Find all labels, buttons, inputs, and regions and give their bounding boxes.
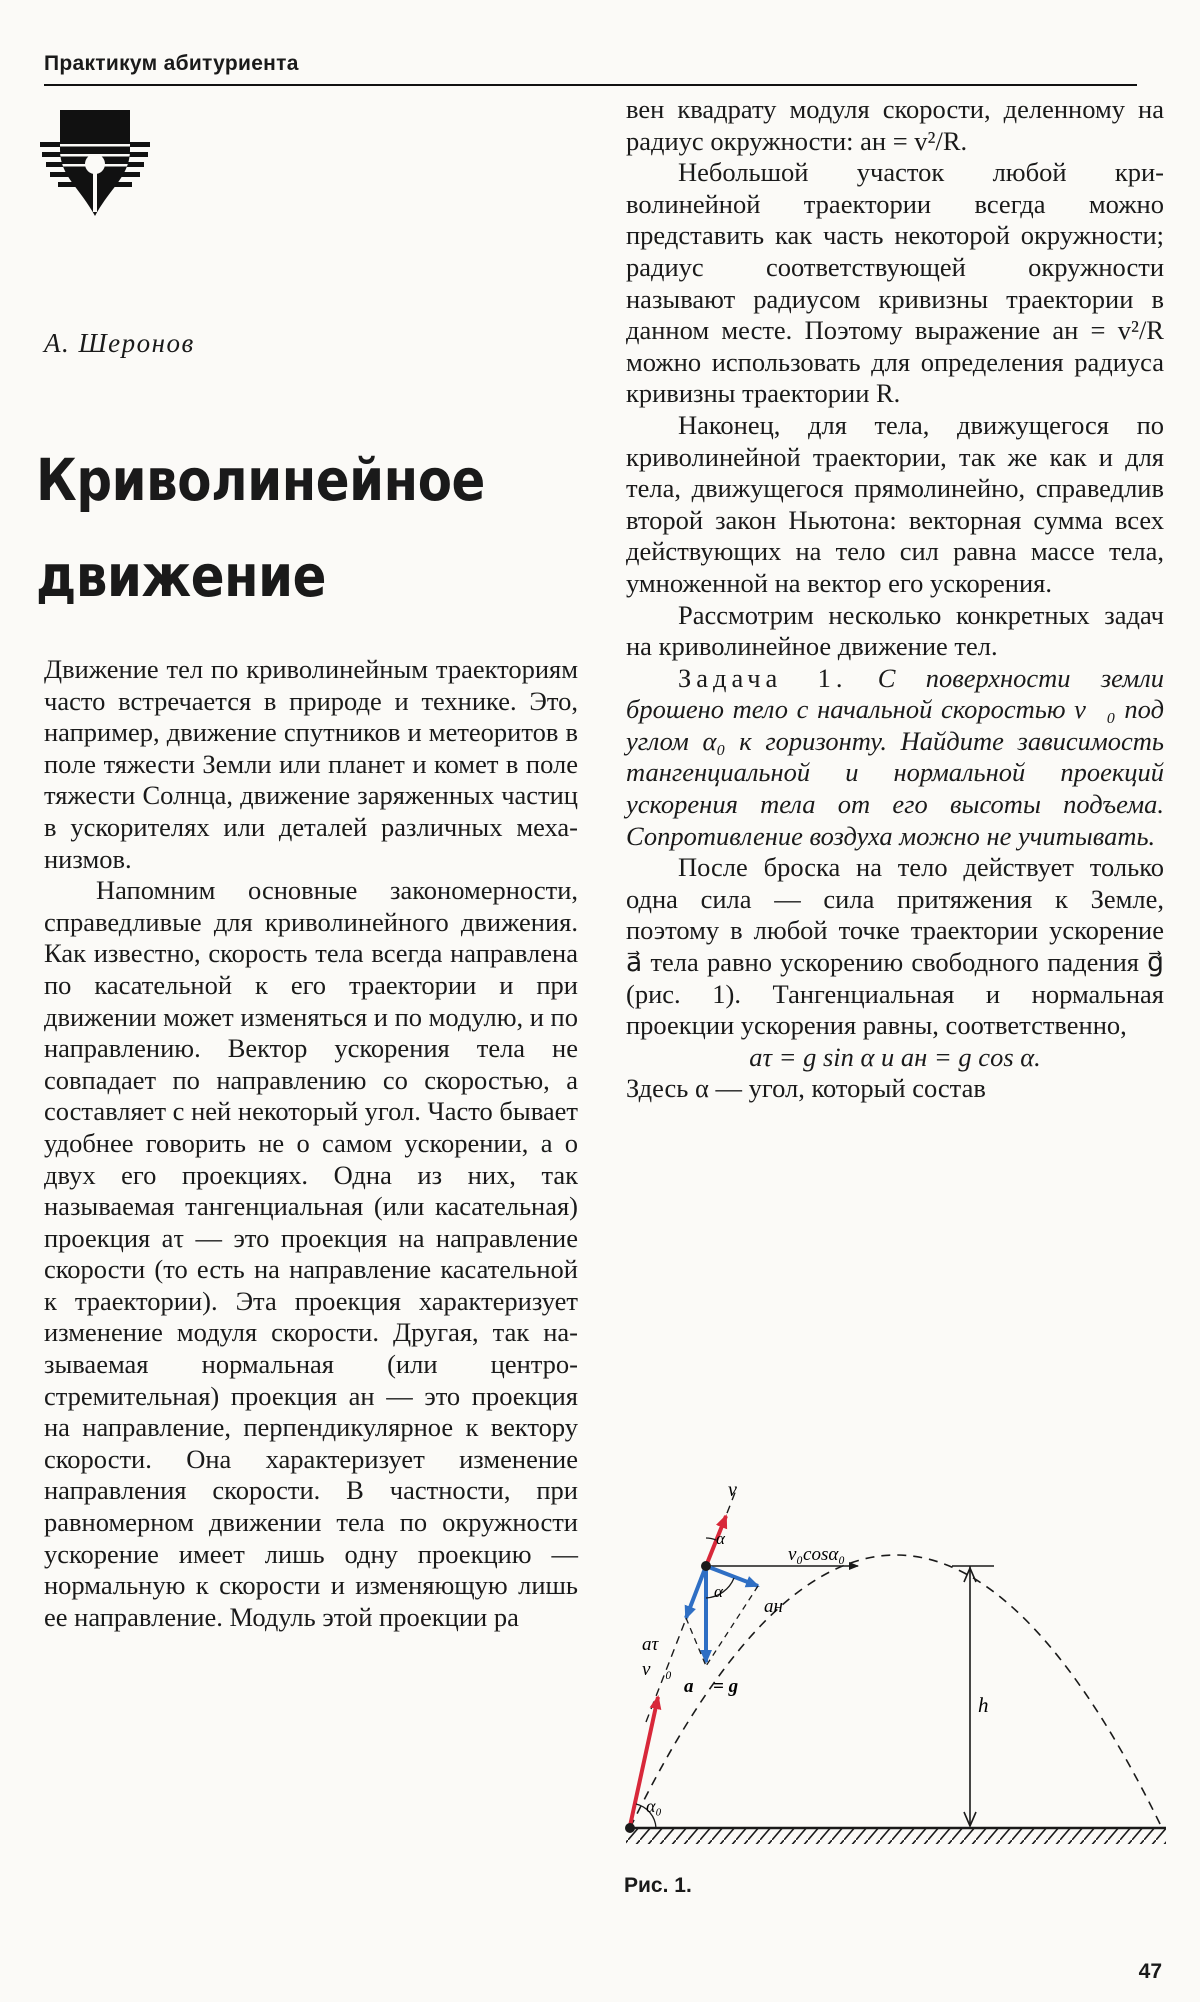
launch-point <box>625 1823 635 1833</box>
paragraph: вен квадрату модуля скорости, деленному на радиус окружности: aн = v²/R. <box>626 94 1164 156</box>
paragraph: Движение тел по криволинейным траекториям часто встречается в природе и технике. Это, например, движение спутников и метеоритов в поле тяжести Земли или планет и комет в поле тяжести Солнца, движение заряженных частиц в ускорителях или деталей различных механизмов. <box>44 654 578 874</box>
header-rule <box>44 84 1137 86</box>
paragraph: Рассмотрим несколько конкретных задач на криволинейное движение тел. <box>626 599 1164 662</box>
angle-arc-top <box>706 1538 716 1540</box>
left-column <box>44 654 578 1633</box>
paragraph: После броска на тело действует только одна сила — сила притяжения к Земле, поэтому в любой точке траектории ускорение a⃗ тела равно ускорению свободного падения g⃗ (рис. 1). Тангенциальная и нормальная проекции ускорения равны, соответственно, <box>626 852 1164 1041</box>
label-alpha0: α₀ <box>646 1796 662 1816</box>
author-name: А. Шеронов <box>44 328 195 358</box>
parallelogram-edge <box>686 1618 706 1666</box>
article-title <box>36 432 500 624</box>
title-line-1: Криволинейное <box>36 446 485 514</box>
paragraph: Небольшой участок любой криволинейной траектории всегда можно представить как часть некоторой окружности; радиус соответствующей окружности называют радиусом кривизны траектории в данном месте. Поэтому выражение aн = v²/R можно использовать для определения радиуса кривизны траектории R. <box>626 157 1164 409</box>
label-alpha-top: α <box>716 1529 725 1548</box>
body-point <box>701 1561 711 1571</box>
tangential-projection <box>686 1566 706 1618</box>
label-alpha-inner: α <box>714 1582 723 1601</box>
title-line-2: движение <box>36 542 327 610</box>
section-header: Практикум абитуриента <box>44 52 299 75</box>
label-velocity: v⃗ <box>728 1479 753 1501</box>
page-number: 47 <box>1138 1960 1162 1983</box>
label-v0cos: v₀cosα₀ <box>788 1544 845 1565</box>
label-height: h <box>978 1693 989 1717</box>
task-label: Задача 1. <box>678 662 848 693</box>
label-a-equals-g: a⃗ = g⃗ <box>684 1676 753 1697</box>
right-column <box>626 94 1164 1105</box>
paragraph: Наконец, для тела, движущегося по криволинейной траектории, так же как и для тела, движущегося прямолинейно, справедлив второй закон Ньютона: векторная сумма всех действующих на тело сил равна массе тела, умноженной на вектор его ускорения. <box>626 409 1164 598</box>
formula: aτ = g sin α и aн = g cos α. <box>749 1041 1041 1072</box>
ground-hatch <box>626 1828 1166 1844</box>
label-a-tau: aτ <box>642 1634 659 1655</box>
task-text: С поверхности земли брошено тело с начальной скоростью v⃗₀ под углом α₀ к горизонту. Найдите зависимость тангенциальной и нормальной проекций ускорения тела от его высоты подъема. Сопротивление воздуха можно не учитывать. <box>626 662 1164 851</box>
figure-caption: Рис. 1. <box>624 1874 692 1897</box>
label-a-normal: aн <box>764 1596 783 1617</box>
pen-nib-logo <box>40 106 150 218</box>
paragraph: Напомним основные закономерности, справедливые для криволинейного движения. Как известно, скорость тела всегда направлена по касательной к его траектории и при движении может изменяться и по модулю, и по направлению. Вектор ускорения тела не совпадает по направлению со скоростью, а составляет с ней некоторый угол. Часто бывает удобнее говорить не о самом ускорении, а о двух его проекциях. Одна из них, так называемая тангенциальная (или касательная) проекция aτ — это проекция на направление скорости (то есть на направление касательной к траектории). Эта проекция характеризует изменение модуля скорости. Другая, так называемая нормальная (или центростремительная) проекция aн — это проекция на направление, перпендикулярное к вектору скорости. Она характеризует изменение направления скорости. В частности, при равномерном движении тела по окружности ускорение имеет лишь одну проекцию — нормальную к скорости и изменяющую лишь ее направление. Модуль этой проекции ра <box>44 875 578 1632</box>
task-statement <box>626 663 1164 853</box>
label-v0: v⃗₀ <box>642 1659 672 1680</box>
figure-trajectory <box>616 1392 1176 1902</box>
paragraph: Здесь α — угол, который состав <box>626 1073 986 1104</box>
